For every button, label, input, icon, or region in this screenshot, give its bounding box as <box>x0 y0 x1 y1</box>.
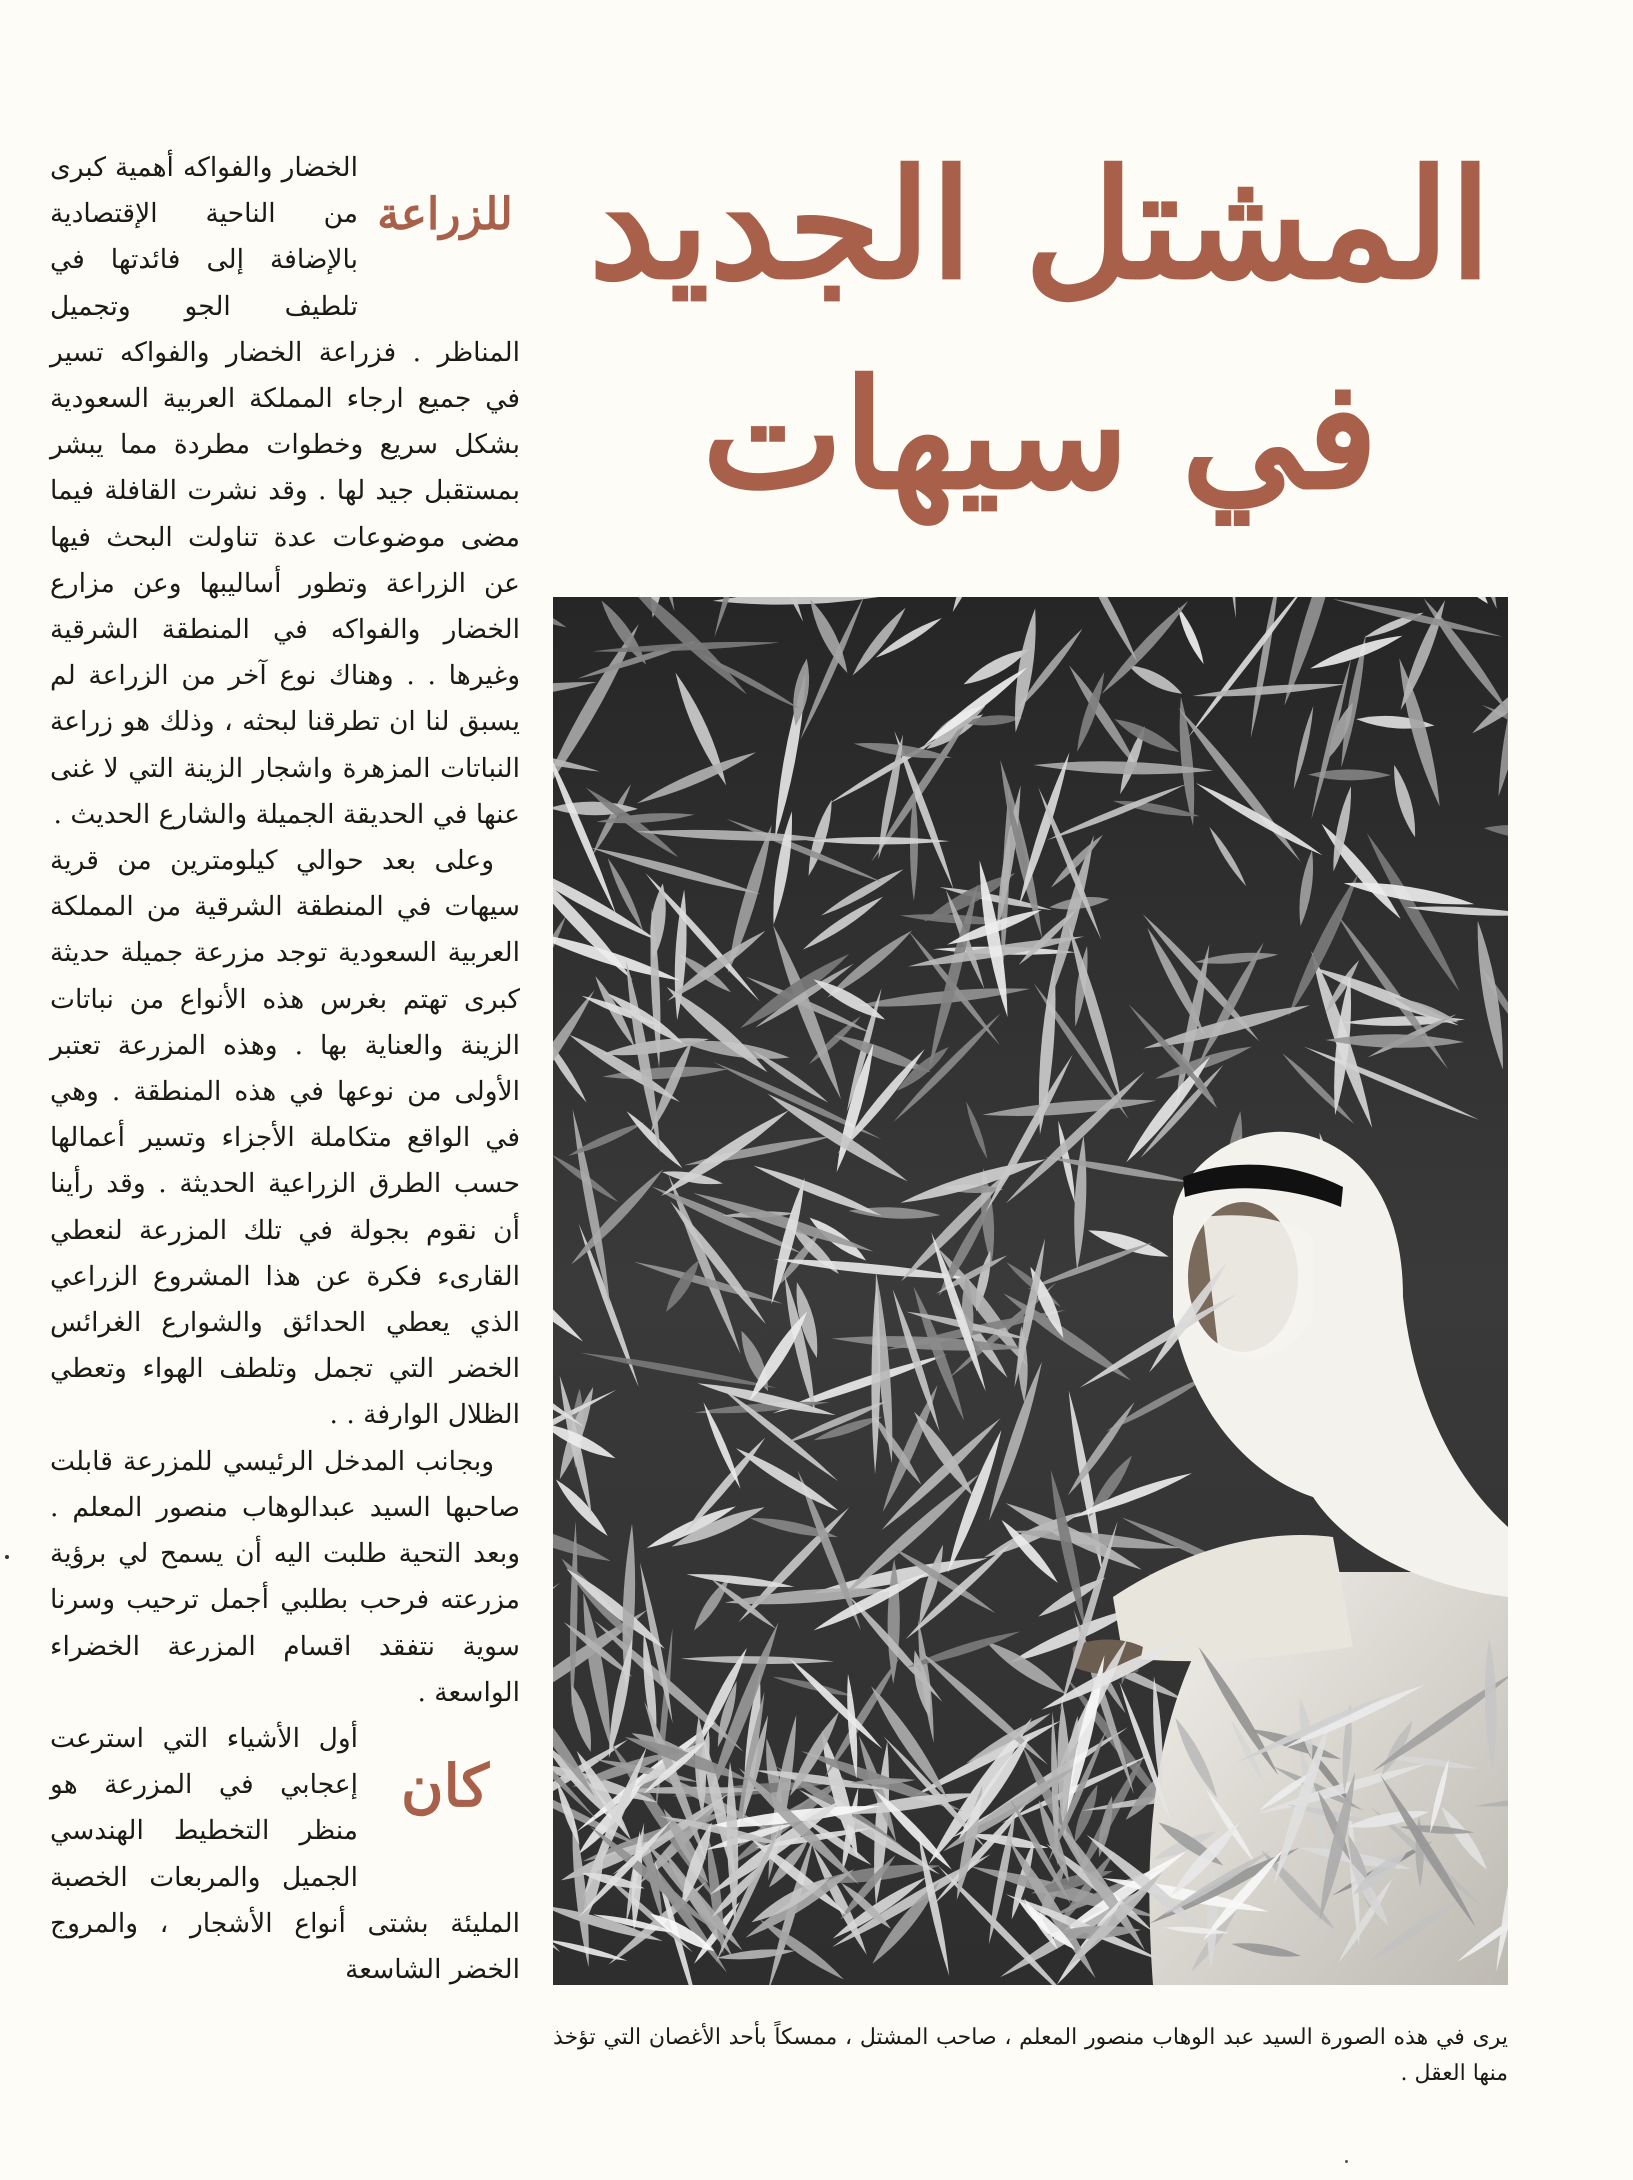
paragraph-1 <box>50 145 520 838</box>
paragraph-2: وعلى بعد حوالي كيلومترين من قرية سيهات في المنطقة الشرقية من المملكة العربية السعودية توجد مزرعة جميلة حديثة كبرى تهتم بغرس هذه الأنواع من نباتات الزينة والعناية بها . وهذه المزرعة تعتبر الأولى من نوعها في هذه المنطقة . وهي في الواقع متكاملة الأجزاء وتسير أعمالها حسب الطرق الزراعية الحديثة . وقد رأينا أن نقوم بجولة في تلك المزرعة لنعطي القارىء فكرة عن هذا المشروع الزراعي الذي يعطي الحدائق والشوارع الغرائس الخضر التي تجمل وتلطف الهواء وتعطي الظلال الوارفة . . <box>50 845 520 1431</box>
title-line-1: المشتل الجديد <box>588 137 1492 313</box>
article-text-column <box>50 145 520 2105</box>
drop-head-2: كان <box>401 1751 489 1820</box>
paragraph-4 <box>50 1716 520 1993</box>
article-title <box>560 130 1520 550</box>
paragraph-3: وبجانب المدخل الرئيسي للمزرعة قابلت صاحبها السيد عبدالوهاب منصور المعلم . وبعد التحية طلبت اليه أن يسمح لي برؤية مزرعته فرحب بطلبي أجمل ترحيب وسرنا سوية نتفقد اقسام المزرعة الخضراء الواسعة . <box>50 1445 520 1708</box>
article-photo <box>553 597 1508 1985</box>
paragraph-1-text: الخضار والفواكه أهمية كبرى من الناحية الإقتصادية بالإضافة إلى فائدتها في تلطيف الجو وتجميل المناظر . فزراعة الخضار والفواكه تسير في جميع ارجاء المملكة العربية السعودية بشكل سريع وخطوات مطردة مما يبشر بمستقبل جيد لها . وقد نشرت القافلة فيما مضى موضوعات عدة تناولت البحث فيها عن الزراعة وتطور أساليبها وعن مزارع الخضار والفواكه في المنطقة الشرقية وغيرها . . وهناك نوع آخر من الزراعة لم يسبق لنا ان تطرقنا لبحثه ، وذلك هو زراعة النباتات المزهرة واشجار الزينة التي لا غنى عنها في الحديقة الجميلة والشارع الحديث . <box>50 152 520 830</box>
stray-ink-dot <box>1345 2160 1348 2163</box>
paragraph-4-text: أول الأشياء التي استرعت إعجابي في المزرعة هو منظر التخطيط الهندسي الجميل والمربعات الخصبة المليئة بشتى أنواع الأشجار ، والمروج الخضر الشاسعة <box>50 1722 520 1985</box>
title-line-2: في سيهات <box>702 347 1378 523</box>
photo-plants-and-man <box>553 597 1508 1985</box>
drop-head-1: للزراعة <box>377 189 513 240</box>
photo-caption: يرى في هذه الصورة السيد عبد الوهاب منصور المعلم ، صاحب المشتل ، ممسكاً بأحد الأغصان التي تؤخذ منها العقل . <box>553 2025 1508 2086</box>
stray-ink-dot <box>5 1555 9 1559</box>
